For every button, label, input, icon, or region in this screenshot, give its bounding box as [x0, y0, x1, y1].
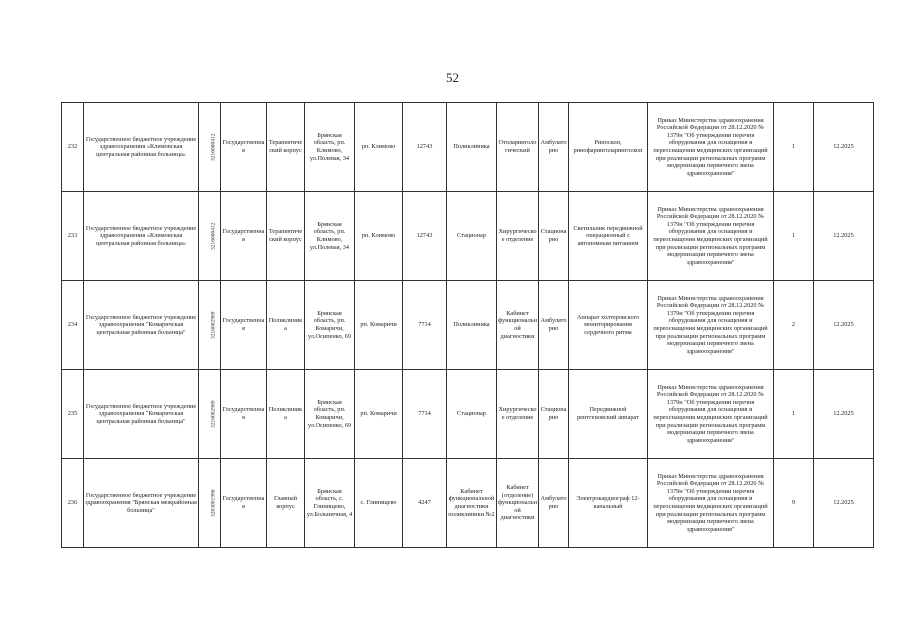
- row-number: 235: [62, 370, 84, 459]
- division: Хирургическое отделение: [497, 192, 539, 281]
- settlement: рп. Климово: [355, 103, 403, 192]
- care-type: Стационарно: [539, 370, 569, 459]
- legal-basis: Приказ Министерства здравоохранения Российской Федерации от 28.12.2020 № 1379н "Об утверждении перечня оборудования для оснащения и переоснащения медицинских организаций при реализации региональных программ модернизации первичного звена здравоохранения": [648, 103, 774, 192]
- quantity: 1: [774, 192, 814, 281]
- building-name: Главный корпус: [267, 459, 305, 548]
- quantity: 9: [774, 459, 814, 548]
- department-type: Стационар: [447, 370, 497, 459]
- row-number: 234: [62, 281, 84, 370]
- legal-basis: Приказ Министерства здравоохранения Российской Федерации от 28.12.2020 № 1379н "Об утверждении перечня оборудования для оснащения и переоснащения медицинских организаций при реализации региональных программ модернизации первичного звена здравоохранения": [648, 281, 774, 370]
- settlement: рп. Климово: [355, 192, 403, 281]
- settlement: с. Глинищево: [355, 459, 403, 548]
- organization-name: Государственное бюджетное учреждение здравоохранения «Климовская центральная районная больница»: [84, 192, 199, 281]
- department-type: Стационар: [447, 192, 497, 281]
- population: 7714: [403, 370, 447, 459]
- building-name: Терапевтический корпус: [267, 192, 305, 281]
- table-row: [62, 281, 874, 370]
- quantity: 1: [774, 103, 814, 192]
- address: Брянская область, рп. Климово, ул.Полевая, 34: [305, 103, 355, 192]
- ownership-form: Государственная: [221, 103, 267, 192]
- organization-name: Государственное бюджетное учреждение здравоохранения "Комаричская центральная районная больница": [84, 281, 199, 370]
- row-number: 233: [62, 192, 84, 281]
- organization-name: Государственное бюджетное учреждение здравоохранения "Комаричская центральная районная больница": [84, 370, 199, 459]
- ownership-form: Государственная: [221, 281, 267, 370]
- population: 7714: [403, 281, 447, 370]
- division: Кабинет (отделение) функциональной диагностики: [497, 459, 539, 548]
- ownership-form: Государственная: [221, 370, 267, 459]
- due-date: 12.2025: [814, 281, 874, 370]
- equipment-table: [61, 102, 874, 548]
- table-row: [62, 459, 874, 548]
- address: Брянская область, с. Глинищево, ул.Больничная, 4: [305, 459, 355, 548]
- inn-code: 3203001998: [199, 459, 221, 548]
- row-number: 236: [62, 459, 84, 548]
- population: 4247: [403, 459, 447, 548]
- settlement: рп. Комаричи: [355, 370, 403, 459]
- division: Кабинет функциональной диагностики: [497, 281, 539, 370]
- care-type: Стационарно: [539, 192, 569, 281]
- care-type: Амбулаторно: [539, 281, 569, 370]
- equipment-name: Риноскоп, ринофаринголарингоскоп: [569, 103, 648, 192]
- legal-basis: Приказ Министерства здравоохранения Российской Федерации от 28.12.2020 № 1379н "Об утверждении перечня оборудования для оснащения и переоснащения медицинских организаций при реализации региональных программ модернизации первичного звена здравоохранения": [648, 370, 774, 459]
- due-date: 12.2025: [814, 370, 874, 459]
- department-type: Поликлиника: [447, 281, 497, 370]
- quantity: 1: [774, 370, 814, 459]
- table-row: [62, 192, 874, 281]
- settlement: рп. Комаричи: [355, 281, 403, 370]
- address: Брянская область, рп. Комаричи, ул.Осипенко, 69: [305, 370, 355, 459]
- equipment-name: Электрокардиограф 12-канальный: [569, 459, 648, 548]
- building-name: Поликлиника: [267, 370, 305, 459]
- inn-code: 3216000412: [199, 103, 221, 192]
- division: Отоларингологический: [497, 103, 539, 192]
- division: Хирургическое отделение: [497, 370, 539, 459]
- quantity: 2: [774, 281, 814, 370]
- building-name: Терапевтический корпус: [267, 103, 305, 192]
- department-type: Кабинет функциональной диагностики поликлиники №2: [447, 459, 497, 548]
- care-type: Амбулаторно: [539, 459, 569, 548]
- table-row: [62, 103, 874, 192]
- ownership-form: Государственная: [221, 459, 267, 548]
- due-date: 12.2025: [814, 103, 874, 192]
- organization-name: Государственное бюджетное учреждение здравоохранения "Брянская межрайонная больница": [84, 459, 199, 548]
- equipment-name: Светильник передвижной операционный с автономным питанием: [569, 192, 648, 281]
- legal-basis: Приказ Министерства здравоохранения Российской Федерации от 28.12.2020 № 1379н "Об утверждении перечня оборудования для оснащения и переоснащения медицинских организаций при реализации региональных программ модернизации первичного звена здравоохранения": [648, 459, 774, 548]
- organization-name: Государственное бюджетное учреждение здравоохранения «Климовская центральная районная больница»: [84, 103, 199, 192]
- legal-basis: Приказ Министерства здравоохранения Российской Федерации от 28.12.2020 № 1379н "Об утверждении перечня оборудования для оснащения и переоснащения медицинских организаций при реализации региональных программ модернизации первичного звена здравоохранения": [648, 192, 774, 281]
- ownership-form: Государственная: [221, 192, 267, 281]
- population: 12743: [403, 103, 447, 192]
- due-date: 12.2025: [814, 192, 874, 281]
- building-name: Поликлиника: [267, 281, 305, 370]
- equipment-name: Передвижной рентгеновский аппарат: [569, 370, 648, 459]
- table-row: [62, 370, 874, 459]
- address: Брянская область, рп. Климово, ул.Полевая, 34: [305, 192, 355, 281]
- inn-code: 3218002989: [199, 281, 221, 370]
- care-type: Амбулаторно: [539, 103, 569, 192]
- address: Брянская область, рп. Комаричи, ул.Осипенко, 69: [305, 281, 355, 370]
- inn-code: 3216000412: [199, 192, 221, 281]
- row-number: 232: [62, 103, 84, 192]
- page-number: 52: [446, 70, 459, 85]
- due-date: 12.2025: [814, 459, 874, 548]
- inn-code: 3218002989: [199, 370, 221, 459]
- department-type: Поликлиника: [447, 103, 497, 192]
- equipment-name: Аппарат холтеровского мониторирования сердечного ритма: [569, 281, 648, 370]
- population: 12743: [403, 192, 447, 281]
